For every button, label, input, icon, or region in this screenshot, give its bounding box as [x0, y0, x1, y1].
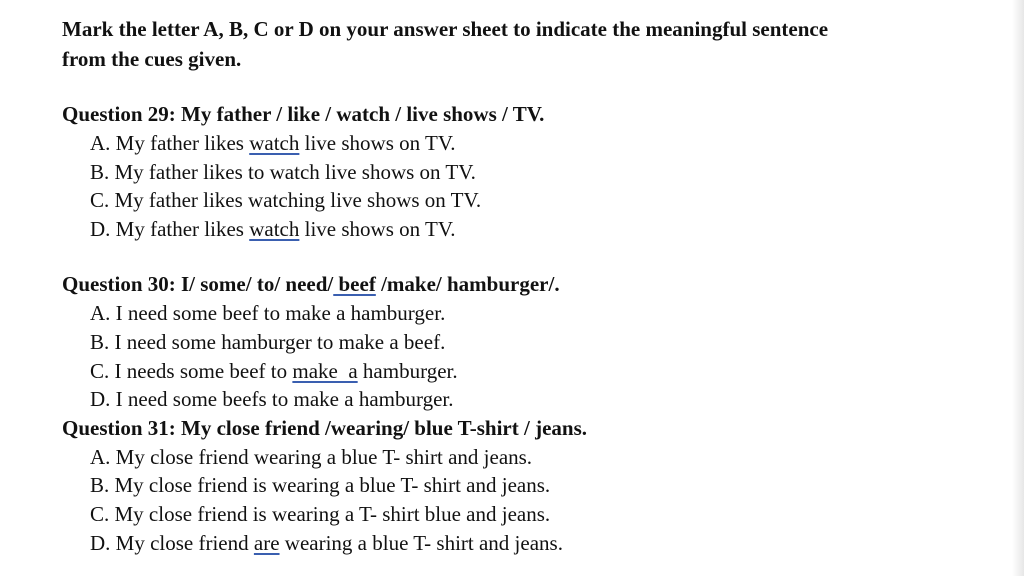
question-29-option-a — [62, 129, 992, 158]
option-text: C. I needs some beef to — [90, 358, 293, 383]
worksheet-page — [62, 14, 992, 557]
option-text: A. My father likes — [90, 131, 250, 155]
underlined-word: beef — [333, 272, 376, 297]
question-31 — [62, 414, 992, 557]
option-text: wearing a blue T- shirt and jeans. — [279, 530, 563, 555]
question-31-stem: Question 31: My close friend /wearing/ blue T-shirt / jeans. — [62, 415, 587, 440]
question-30-option-a: A. I need some beef to make a hamburger. — [90, 301, 446, 326]
question-29 — [62, 100, 992, 243]
underlined-word: watch — [249, 131, 300, 155]
instruction-text — [62, 14, 992, 74]
question-29-option-b: B. My father likes to watch live shows on TV. — [90, 159, 476, 184]
question-29-option-d — [62, 215, 992, 244]
question-31-option-b: B. My close friend is wearing a blue T- shirt and jeans. — [90, 473, 551, 498]
question-31-option-a: A. My close friend wearing a blue T- shirt and jeans. — [90, 444, 533, 469]
question-30-stem — [62, 270, 992, 299]
question-29-option-c: C. My father likes watching live shows on TV. — [90, 188, 482, 213]
page-edge-shadow — [1012, 0, 1024, 576]
question-31-option-d — [62, 529, 992, 558]
instruction-line-2: from the cues given. — [62, 47, 242, 71]
option-text: live shows on TV. — [299, 131, 456, 155]
option-text: D. My father likes — [90, 216, 250, 241]
question-30 — [62, 270, 992, 413]
stem-text: Question 30: I/ some/ to/ need/ — [62, 272, 334, 297]
question-30-option-b: B. I need some hamburger to make a beef. — [90, 329, 446, 354]
underlined-word: make a — [292, 358, 358, 383]
question-30-option-c — [62, 357, 992, 386]
option-text: live shows on TV. — [299, 216, 456, 241]
option-text: hamburger. — [357, 358, 458, 383]
underlined-word: are — [253, 530, 280, 555]
option-text: D. My close friend — [90, 530, 254, 555]
stem-text: /make/ hamburger/. — [375, 272, 560, 297]
instruction-line-1: Mark the letter A, B, C or D on your answer sheet to indicate the meaningful sentence — [62, 17, 829, 41]
underlined-word: watch — [249, 216, 300, 241]
question-31-option-c: C. My close friend is wearing a T- shirt blue and jeans. — [90, 501, 551, 526]
question-29-stem: Question 29: My father / like / watch / live shows / TV. — [62, 102, 545, 126]
question-30-option-d: D. I need some beefs to make a hamburger. — [90, 387, 454, 412]
